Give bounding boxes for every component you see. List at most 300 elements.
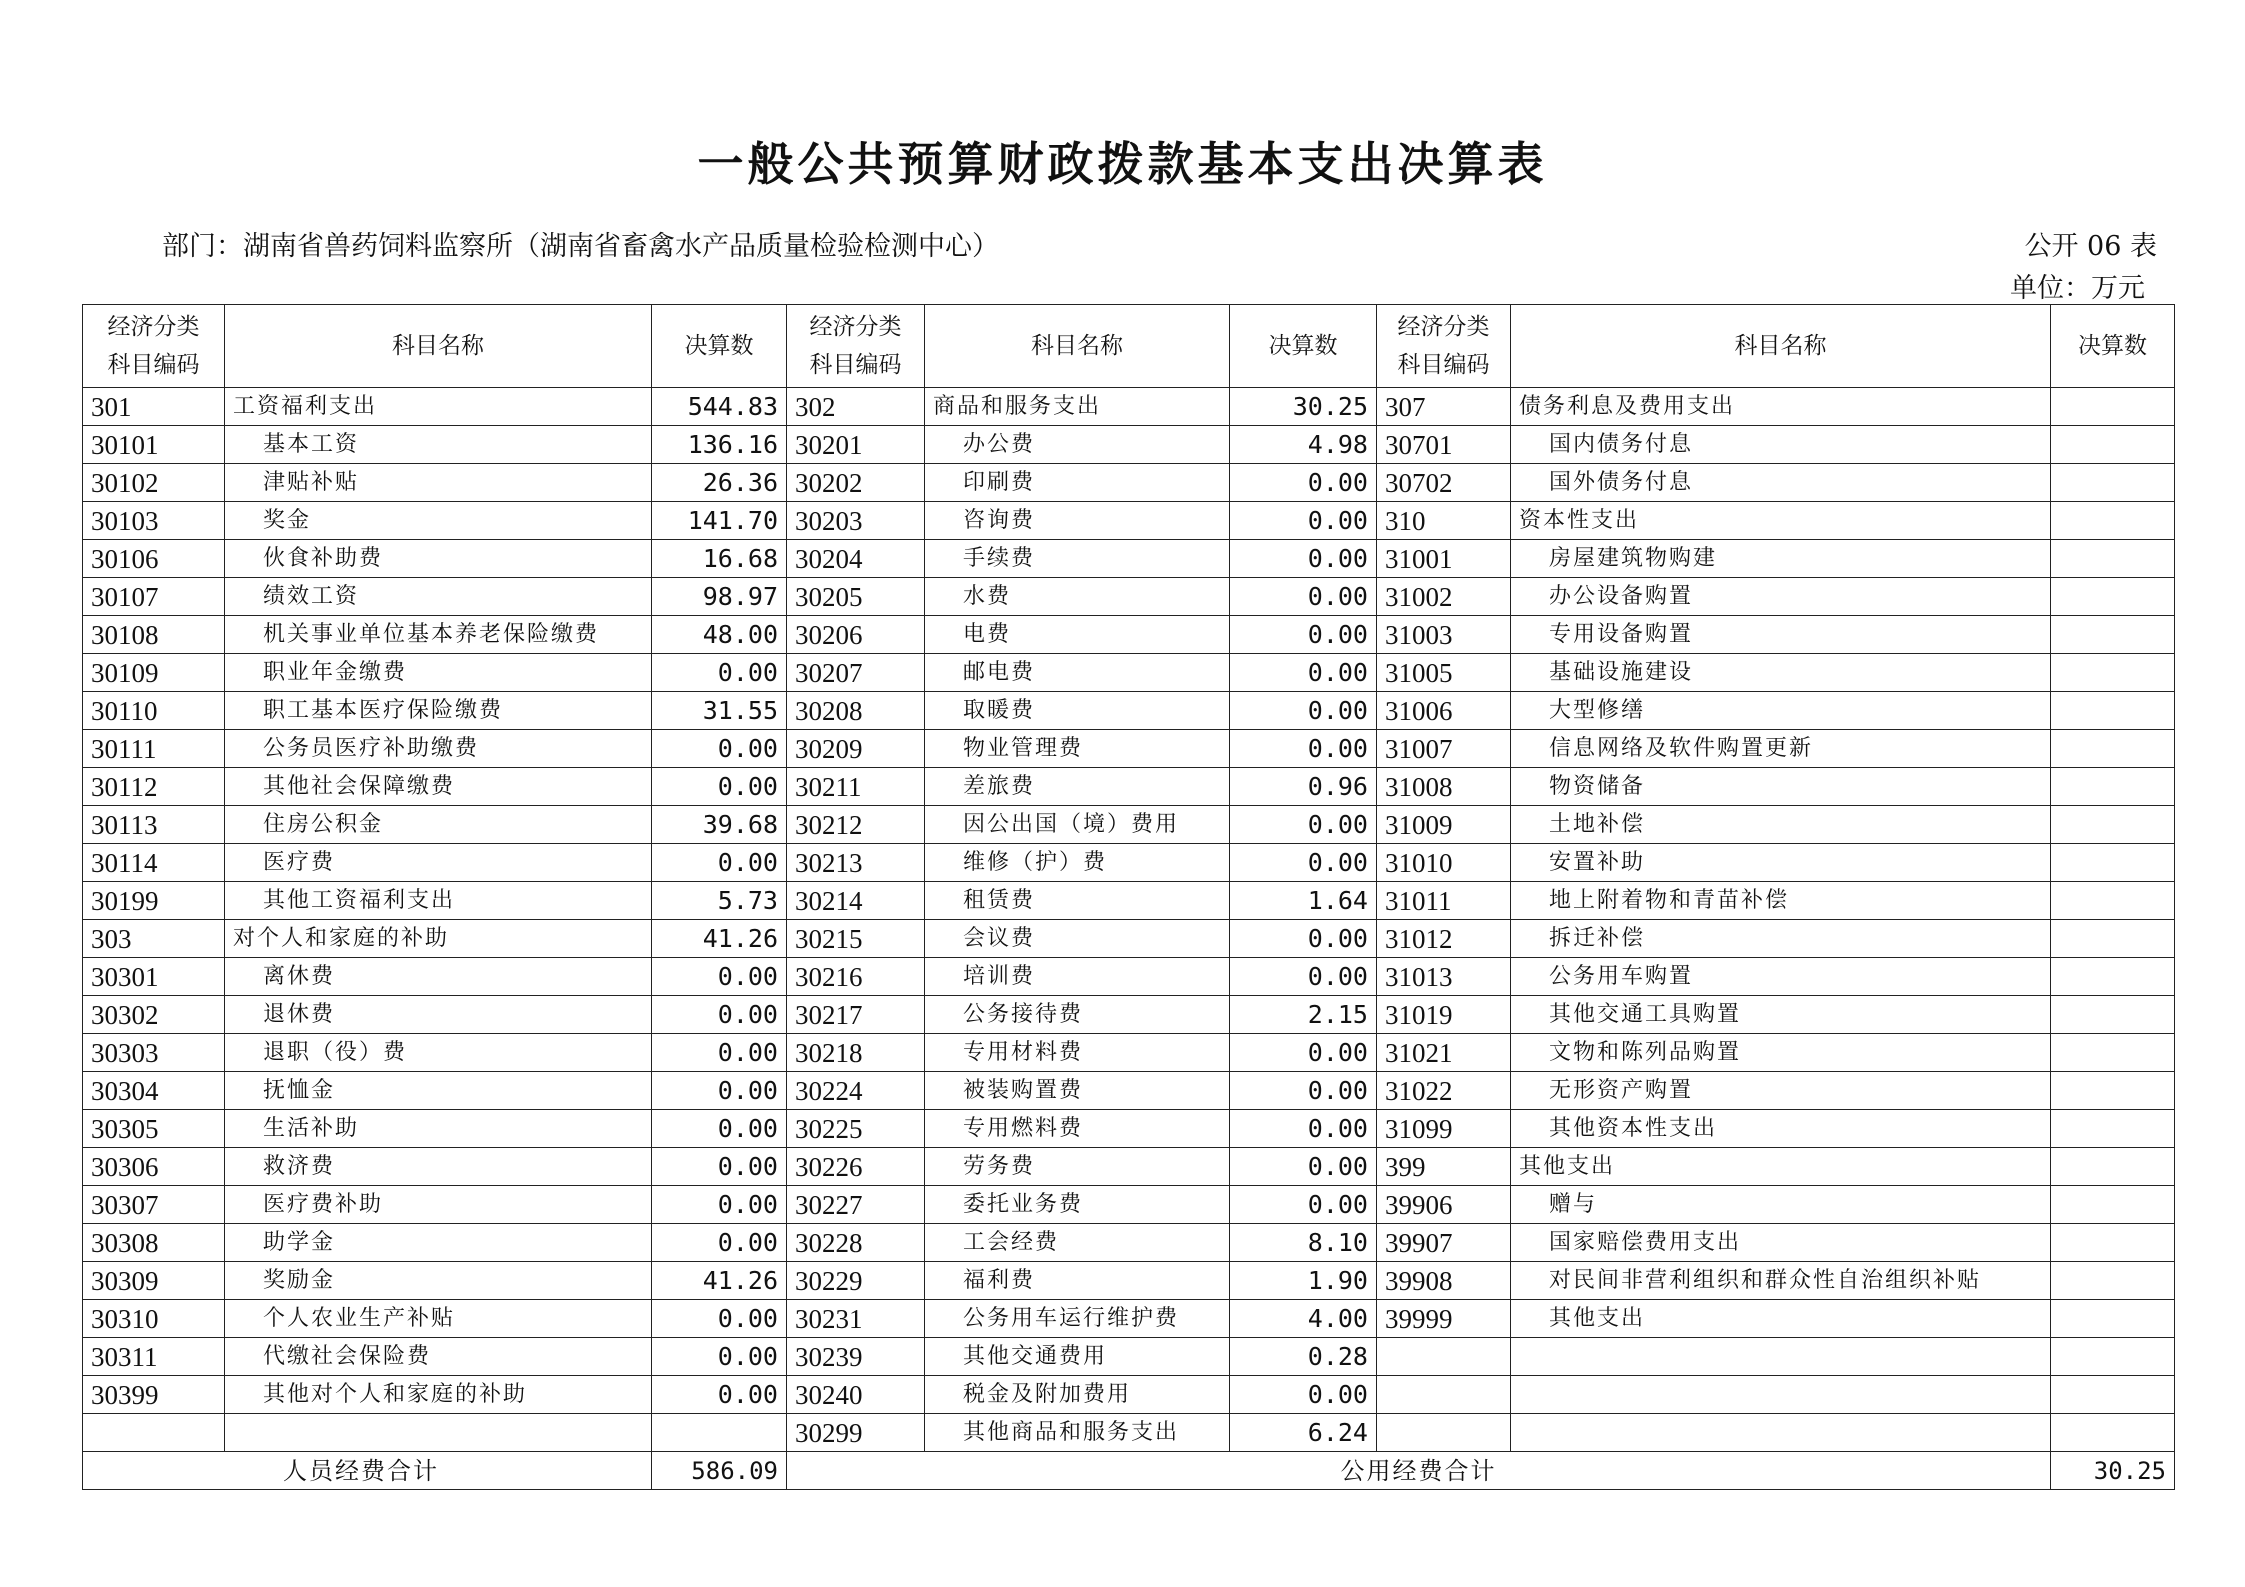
econ-code-cell: 31002 (1377, 578, 1511, 616)
amount-cell: 0.00 (652, 1224, 787, 1262)
item-name-cell: 助学金 (225, 1224, 652, 1262)
table-row (83, 578, 2175, 616)
table-row (83, 1110, 2175, 1148)
amount-cell (2051, 1034, 2175, 1072)
amount-cell: 48.00 (652, 616, 787, 654)
table-row (83, 1300, 2175, 1338)
table-row (83, 616, 2175, 654)
amount-cell (2051, 958, 2175, 996)
amount-cell (2051, 1338, 2175, 1376)
econ-code-cell: 399 (1377, 1148, 1511, 1186)
econ-code-cell: 31008 (1377, 768, 1511, 806)
econ-code-cell: 39907 (1377, 1224, 1511, 1262)
department-label: 部门：湖南省兽药饲料监察所（湖南省畜禽水产品质量检验检测中心） (162, 231, 999, 262)
econ-code-cell: 39908 (1377, 1262, 1511, 1300)
amount-cell (2051, 1414, 2175, 1452)
econ-code-cell: 31013 (1377, 958, 1511, 996)
item-name-cell: 大型修缮 (1511, 692, 2051, 730)
amount-cell: 0.00 (1230, 806, 1377, 844)
item-name-cell (225, 1414, 652, 1452)
item-name-cell: 其他社会保障缴费 (225, 768, 652, 806)
econ-code-cell: 30109 (83, 654, 225, 692)
table-row (83, 1148, 2175, 1186)
econ-code-cell: 30311 (83, 1338, 225, 1376)
item-name-cell: 房屋建筑物购建 (1511, 540, 2051, 578)
amount-cell (2051, 806, 2175, 844)
amount-cell: 544.83 (652, 388, 787, 426)
item-name-cell: 公务用车购置 (1511, 958, 2051, 996)
amount-cell: 8.10 (1230, 1224, 1377, 1262)
item-name-cell: 信息网络及软件购置更新 (1511, 730, 2051, 768)
table-row (83, 844, 2175, 882)
item-name-cell: 安置补助 (1511, 844, 2051, 882)
table-row (83, 388, 2175, 426)
amount-cell: 4.00 (1230, 1300, 1377, 1338)
amount-cell (2051, 1148, 2175, 1186)
totals-row (83, 1452, 2175, 1490)
econ-code-cell: 30306 (83, 1148, 225, 1186)
item-name-cell: 办公设备购置 (1511, 578, 2051, 616)
item-name-cell: 文物和陈列品购置 (1511, 1034, 2051, 1072)
table-row (83, 1034, 2175, 1072)
item-name-cell: 奖励金 (225, 1262, 652, 1300)
econ-code-cell: 303 (83, 920, 225, 958)
item-name-cell: 福利费 (925, 1262, 1230, 1300)
item-name-cell: 退职（役）费 (225, 1034, 652, 1072)
econ-code-cell: 31011 (1377, 882, 1511, 920)
item-name-cell: 因公出国（境）费用 (925, 806, 1230, 844)
amount-cell: 0.00 (652, 1148, 787, 1186)
amount-cell: 0.00 (652, 958, 787, 996)
item-name-cell: 水费 (925, 578, 1230, 616)
econ-code-cell: 30211 (787, 768, 925, 806)
table-row (83, 1072, 2175, 1110)
amount-cell: 0.00 (652, 1034, 787, 1072)
page-title: 一般公共预算财政拨款基本支出决算表 (697, 137, 1548, 191)
item-name-cell: 邮电费 (925, 654, 1230, 692)
econ-code-cell: 30227 (787, 1186, 925, 1224)
econ-code-cell: 30304 (83, 1072, 225, 1110)
econ-code-cell: 30214 (787, 882, 925, 920)
item-name-cell: 医疗费补助 (225, 1186, 652, 1224)
item-name-cell: 国内债务付息 (1511, 426, 2051, 464)
amount-cell (2051, 1110, 2175, 1148)
table-row (83, 464, 2175, 502)
item-name-cell: 专用材料费 (925, 1034, 1230, 1072)
econ-code-cell: 39906 (1377, 1186, 1511, 1224)
econ-code-cell: 30301 (83, 958, 225, 996)
expenditure-table (82, 304, 2175, 1490)
item-name-cell: 取暖费 (925, 692, 1230, 730)
amount-cell: 0.00 (1230, 1148, 1377, 1186)
table-row (83, 920, 2175, 958)
econ-code-cell: 30101 (83, 426, 225, 464)
amount-cell: 0.00 (1230, 1034, 1377, 1072)
econ-code-cell: 30225 (787, 1110, 925, 1148)
econ-code-cell: 30207 (787, 654, 925, 692)
econ-code-cell: 39999 (1377, 1300, 1511, 1338)
econ-code-cell: 30204 (787, 540, 925, 578)
item-name-cell: 无形资产购置 (1511, 1072, 2051, 1110)
amount-cell (2051, 692, 2175, 730)
econ-code-cell: 31001 (1377, 540, 1511, 578)
amount-cell: 31.55 (652, 692, 787, 730)
item-name-cell: 拆迁补偿 (1511, 920, 2051, 958)
econ-code-cell: 307 (1377, 388, 1511, 426)
econ-code-cell: 31022 (1377, 1072, 1511, 1110)
table-row (83, 1338, 2175, 1376)
table-row (83, 692, 2175, 730)
amount-cell: 2.15 (1230, 996, 1377, 1034)
amount-cell: 0.00 (1230, 692, 1377, 730)
econ-code-cell: 30217 (787, 996, 925, 1034)
item-name-cell: 办公费 (925, 426, 1230, 464)
item-name-cell: 其他资本性支出 (1511, 1110, 2051, 1148)
table-row (83, 806, 2175, 844)
amount-cell: 0.00 (652, 768, 787, 806)
econ-code-cell: 30229 (787, 1262, 925, 1300)
econ-code-cell (1377, 1338, 1511, 1376)
amount-cell (2051, 578, 2175, 616)
amount-cell (2051, 996, 2175, 1034)
econ-code-cell: 30310 (83, 1300, 225, 1338)
table-body (83, 388, 2175, 1452)
econ-code-cell: 30106 (83, 540, 225, 578)
item-name-cell: 咨询费 (925, 502, 1230, 540)
amount-cell (2051, 464, 2175, 502)
item-name-cell: 对个人和家庭的补助 (225, 920, 652, 958)
col-header-name: 科目名称 (1511, 305, 2051, 388)
table-number: 公开 06 表 (2024, 231, 2157, 262)
personnel-total-label: 人员经费合计 (83, 1452, 652, 1490)
amount-cell: 0.00 (652, 1110, 787, 1148)
amount-cell: 4.98 (1230, 426, 1377, 464)
item-name-cell: 其他商品和服务支出 (925, 1414, 1230, 1452)
amount-cell: 39.68 (652, 806, 787, 844)
item-name-cell: 工会经费 (925, 1224, 1230, 1262)
econ-code-cell: 31099 (1377, 1110, 1511, 1148)
table-row (83, 540, 2175, 578)
econ-code-cell: 30218 (787, 1034, 925, 1072)
amount-cell: 0.96 (1230, 768, 1377, 806)
econ-code-cell: 30305 (83, 1110, 225, 1148)
item-name-cell: 物资储备 (1511, 768, 2051, 806)
item-name-cell: 国家赔偿费用支出 (1511, 1224, 2051, 1262)
amount-cell: 0.00 (1230, 1186, 1377, 1224)
item-name-cell: 其他支出 (1511, 1148, 2051, 1186)
col-header-amount: 决算数 (1230, 305, 1377, 388)
item-name-cell: 机关事业单位基本养老保险缴费 (225, 616, 652, 654)
personnel-total-amount: 586.09 (652, 1452, 787, 1490)
econ-code-cell: 31003 (1377, 616, 1511, 654)
item-name-cell: 津贴补贴 (225, 464, 652, 502)
item-name-cell: 公务员医疗补助缴费 (225, 730, 652, 768)
amount-cell: 0.00 (652, 1072, 787, 1110)
econ-code-cell: 30209 (787, 730, 925, 768)
amount-cell (2051, 1376, 2175, 1414)
amount-cell (2051, 1072, 2175, 1110)
amount-cell: 0.00 (1230, 1376, 1377, 1414)
amount-cell: 0.00 (652, 654, 787, 692)
item-name-cell: 专用设备购置 (1511, 616, 2051, 654)
amount-cell: 0.00 (652, 1338, 787, 1376)
table-row (83, 1376, 2175, 1414)
amount-cell: 5.73 (652, 882, 787, 920)
econ-code-cell: 30226 (787, 1148, 925, 1186)
econ-code-cell: 30108 (83, 616, 225, 654)
amount-cell: 136.16 (652, 426, 787, 464)
amount-cell: 0.00 (652, 844, 787, 882)
item-name-cell: 其他工资福利支出 (225, 882, 652, 920)
econ-code-cell: 31007 (1377, 730, 1511, 768)
table-row (83, 882, 2175, 920)
amount-cell (2051, 502, 2175, 540)
table-row (83, 768, 2175, 806)
econ-code-cell: 301 (83, 388, 225, 426)
item-name-cell: 公务接待费 (925, 996, 1230, 1034)
amount-cell (2051, 1224, 2175, 1262)
amount-cell (2051, 768, 2175, 806)
amount-cell: 0.00 (1230, 654, 1377, 692)
econ-code-cell: 30102 (83, 464, 225, 502)
econ-code-cell: 30701 (1377, 426, 1511, 464)
item-name-cell: 生活补助 (225, 1110, 652, 1148)
econ-code-cell: 30231 (787, 1300, 925, 1338)
econ-code-cell: 30212 (787, 806, 925, 844)
table-header-row (83, 305, 2175, 388)
item-name-cell: 基本工资 (225, 426, 652, 464)
col-header-code: 经济分类 科目编码 (1377, 305, 1511, 388)
item-name-cell: 培训费 (925, 958, 1230, 996)
amount-cell: 0.00 (1230, 730, 1377, 768)
item-name-cell: 其他交通工具购置 (1511, 996, 2051, 1034)
econ-code-cell (1377, 1376, 1511, 1414)
item-name-cell: 维修（护）费 (925, 844, 1230, 882)
item-name-cell: 租赁费 (925, 882, 1230, 920)
public-total-label: 公用经费合计 (787, 1452, 2051, 1490)
item-name-cell: 工资福利支出 (225, 388, 652, 426)
amount-cell: 0.00 (652, 1186, 787, 1224)
public-total-amount: 30.25 (2051, 1452, 2175, 1490)
econ-code-cell: 30114 (83, 844, 225, 882)
econ-code-cell: 30199 (83, 882, 225, 920)
table-row (83, 1262, 2175, 1300)
amount-cell: 0.00 (1230, 1072, 1377, 1110)
econ-code-cell: 30309 (83, 1262, 225, 1300)
econ-code-cell: 31019 (1377, 996, 1511, 1034)
item-name-cell: 公务用车运行维护费 (925, 1300, 1230, 1338)
econ-code-cell: 30113 (83, 806, 225, 844)
unit-label: 单位：万元 (2010, 273, 2145, 304)
item-name-cell: 救济费 (225, 1148, 652, 1186)
item-name-cell: 资本性支出 (1511, 502, 2051, 540)
item-name-cell: 税金及附加费用 (925, 1376, 1230, 1414)
amount-cell: 0.00 (1230, 958, 1377, 996)
econ-code-cell: 30240 (787, 1376, 925, 1414)
econ-code-cell: 30228 (787, 1224, 925, 1262)
item-name-cell (1511, 1338, 2051, 1376)
item-name-cell: 赠与 (1511, 1186, 2051, 1224)
econ-code-cell: 31010 (1377, 844, 1511, 882)
item-name-cell: 对民间非营利组织和群众性自治组织补贴 (1511, 1262, 2051, 1300)
item-name-cell: 差旅费 (925, 768, 1230, 806)
amount-cell (2051, 1186, 2175, 1224)
amount-cell: 30.25 (1230, 388, 1377, 426)
amount-cell: 0.00 (1230, 578, 1377, 616)
econ-code-cell: 30215 (787, 920, 925, 958)
item-name-cell: 职业年金缴费 (225, 654, 652, 692)
item-name-cell: 商品和服务支出 (925, 388, 1230, 426)
item-name-cell: 伙食补助费 (225, 540, 652, 578)
amount-cell: 0.00 (1230, 616, 1377, 654)
item-name-cell: 被装购置费 (925, 1072, 1230, 1110)
item-name-cell: 国外债务付息 (1511, 464, 2051, 502)
econ-code-cell: 30201 (787, 426, 925, 464)
item-name-cell: 委托业务费 (925, 1186, 1230, 1224)
item-name-cell: 抚恤金 (225, 1072, 652, 1110)
item-name-cell: 职工基本医疗保险缴费 (225, 692, 652, 730)
item-name-cell: 奖金 (225, 502, 652, 540)
econ-code-cell: 30206 (787, 616, 925, 654)
amount-cell: 1.90 (1230, 1262, 1377, 1300)
amount-cell: 16.68 (652, 540, 787, 578)
item-name-cell: 债务利息及费用支出 (1511, 388, 2051, 426)
table-row (83, 426, 2175, 464)
econ-code-cell: 310 (1377, 502, 1511, 540)
econ-code-cell: 30308 (83, 1224, 225, 1262)
amount-cell (2051, 1300, 2175, 1338)
amount-cell (2051, 1262, 2175, 1300)
amount-cell: 0.00 (1230, 540, 1377, 578)
item-name-cell: 医疗费 (225, 844, 652, 882)
econ-code-cell: 31009 (1377, 806, 1511, 844)
item-name-cell: 地上附着物和青苗补偿 (1511, 882, 2051, 920)
item-name-cell: 住房公积金 (225, 806, 652, 844)
item-name-cell: 印刷费 (925, 464, 1230, 502)
amount-cell: 41.26 (652, 1262, 787, 1300)
amount-cell: 141.70 (652, 502, 787, 540)
amount-cell (2051, 540, 2175, 578)
item-name-cell (1511, 1376, 2051, 1414)
amount-cell: 0.00 (1230, 502, 1377, 540)
econ-code-cell: 30203 (787, 502, 925, 540)
col-header-name: 科目名称 (225, 305, 652, 388)
col-header-name: 科目名称 (925, 305, 1230, 388)
econ-code-cell: 30224 (787, 1072, 925, 1110)
amount-cell: 6.24 (1230, 1414, 1377, 1452)
item-name-cell: 其他对个人和家庭的补助 (225, 1376, 652, 1414)
amount-cell: 26.36 (652, 464, 787, 502)
econ-code-cell: 30208 (787, 692, 925, 730)
col-header-amount: 决算数 (2051, 305, 2175, 388)
econ-code-cell: 30107 (83, 578, 225, 616)
table-row (83, 1414, 2175, 1452)
item-name-cell: 代缴社会保险费 (225, 1338, 652, 1376)
col-header-code: 经济分类 科目编码 (787, 305, 925, 388)
item-name-cell: 专用燃料费 (925, 1110, 1230, 1148)
econ-code-cell: 30213 (787, 844, 925, 882)
item-name-cell: 其他交通费用 (925, 1338, 1230, 1376)
econ-code-cell (1377, 1414, 1511, 1452)
amount-cell (2051, 388, 2175, 426)
amount-cell: 98.97 (652, 578, 787, 616)
table-row (83, 1224, 2175, 1262)
table-row (83, 1186, 2175, 1224)
amount-cell (2051, 882, 2175, 920)
amount-cell (2051, 616, 2175, 654)
item-name-cell (1511, 1414, 2051, 1452)
item-name-cell: 劳务费 (925, 1148, 1230, 1186)
item-name-cell: 物业管理费 (925, 730, 1230, 768)
item-name-cell: 手续费 (925, 540, 1230, 578)
econ-code-cell: 30110 (83, 692, 225, 730)
amount-cell (2051, 920, 2175, 958)
amount-cell: 0.00 (652, 996, 787, 1034)
econ-code-cell: 31021 (1377, 1034, 1511, 1072)
item-name-cell: 个人农业生产补贴 (225, 1300, 652, 1338)
econ-code-cell: 30111 (83, 730, 225, 768)
amount-cell: 41.26 (652, 920, 787, 958)
amount-cell: 0.00 (652, 730, 787, 768)
col-header-amount: 决算数 (652, 305, 787, 388)
item-name-cell: 基础设施建设 (1511, 654, 2051, 692)
econ-code-cell: 30202 (787, 464, 925, 502)
econ-code-cell: 31012 (1377, 920, 1511, 958)
amount-cell: 0.00 (1230, 920, 1377, 958)
amount-cell: 0.00 (1230, 1110, 1377, 1148)
amount-cell: 0.00 (1230, 844, 1377, 882)
econ-code-cell: 30239 (787, 1338, 925, 1376)
item-name-cell: 退休费 (225, 996, 652, 1034)
econ-code-cell (83, 1414, 225, 1452)
table-row (83, 958, 2175, 996)
econ-code-cell: 30399 (83, 1376, 225, 1414)
amount-cell (2051, 730, 2175, 768)
table-row (83, 502, 2175, 540)
item-name-cell: 会议费 (925, 920, 1230, 958)
amount-cell (2051, 654, 2175, 692)
econ-code-cell: 30103 (83, 502, 225, 540)
amount-cell: 0.00 (1230, 464, 1377, 502)
amount-cell (652, 1414, 787, 1452)
econ-code-cell: 30299 (787, 1414, 925, 1452)
amount-cell: 1.64 (1230, 882, 1377, 920)
item-name-cell: 离休费 (225, 958, 652, 996)
item-name-cell: 土地补偿 (1511, 806, 2051, 844)
col-header-code: 经济分类 科目编码 (83, 305, 225, 388)
table-row (83, 996, 2175, 1034)
amount-cell (2051, 426, 2175, 464)
econ-code-cell: 30216 (787, 958, 925, 996)
amount-cell: 0.00 (652, 1376, 787, 1414)
econ-code-cell: 30302 (83, 996, 225, 1034)
econ-code-cell: 31005 (1377, 654, 1511, 692)
econ-code-cell: 30112 (83, 768, 225, 806)
amount-cell: 0.28 (1230, 1338, 1377, 1376)
table-row (83, 730, 2175, 768)
econ-code-cell: 30303 (83, 1034, 225, 1072)
item-name-cell: 电费 (925, 616, 1230, 654)
table-row (83, 654, 2175, 692)
econ-code-cell: 302 (787, 388, 925, 426)
amount-cell: 0.00 (652, 1300, 787, 1338)
econ-code-cell: 30205 (787, 578, 925, 616)
econ-code-cell: 30307 (83, 1186, 225, 1224)
amount-cell (2051, 844, 2175, 882)
item-name-cell: 其他支出 (1511, 1300, 2051, 1338)
item-name-cell: 绩效工资 (225, 578, 652, 616)
econ-code-cell: 31006 (1377, 692, 1511, 730)
